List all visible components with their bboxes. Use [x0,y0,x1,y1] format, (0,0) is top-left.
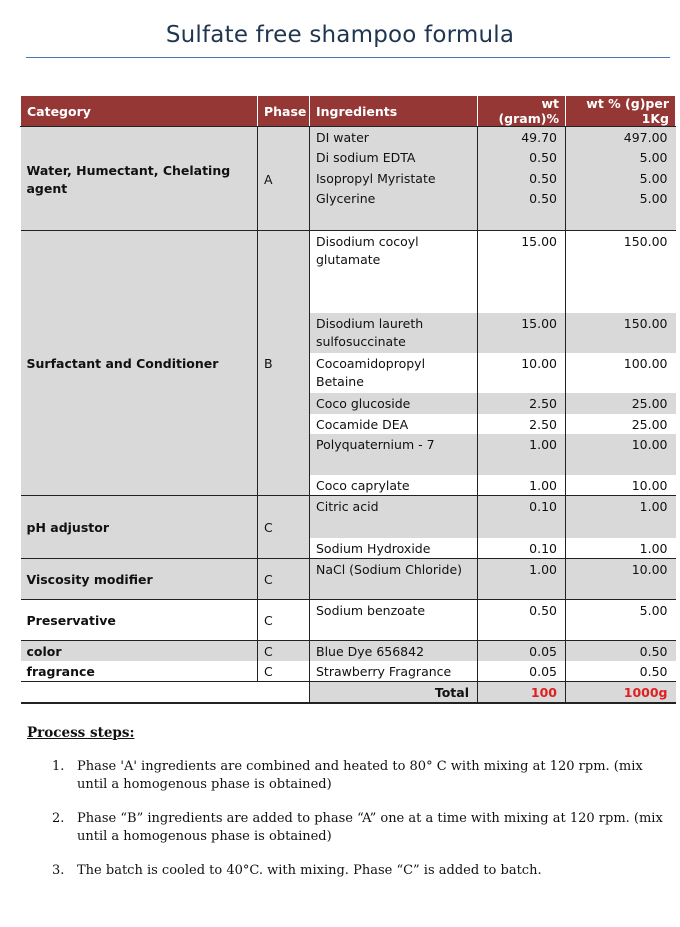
table-row [21,641,676,662]
per-kg-cell: 10.00 [566,475,676,496]
ingredient-cell: Cocamide DEA [310,414,478,435]
list-item [52,810,664,846]
per-kg-cell: 1.00 [566,538,676,559]
table-header-row [21,96,676,127]
ingredient-cell: Sodium Hydroxide [310,538,478,559]
step-number: 2. [52,811,65,826]
per-kg-cell: 25.00 [566,393,676,414]
ingredient-cell: Polyquaternium - 7 [310,434,478,455]
per-kg-cell: 150.00 [566,231,676,293]
wt-cell: 0.50 [478,168,566,189]
ingredient-cell: Di sodium EDTA [310,147,478,168]
phase-cell: C [258,641,310,662]
list-item [52,758,664,794]
process-steps-heading: Process steps: [27,725,135,741]
per-kg-cell: 5.00 [566,600,676,621]
ingredient-cell: Cocoamidopropyl Betaine [310,353,478,393]
step-text: Phase 'A' ingredients are combined and heated to 80° C with mixing at 120 rpm. (mix until a homogenous phase is obtained) [77,759,643,792]
per-kg-cell: 0.50 [566,641,676,662]
wt-cell: 1.00 [478,475,566,496]
phase-cell: C [258,559,310,600]
wt-cell: 15.00 [478,313,566,353]
total-wt: 100 [478,682,566,704]
category-cell: pH adjustor [21,496,258,559]
per-kg-cell: 5.00 [566,147,676,168]
ingredient-cell: Disodium laureth sulfosuccinate [310,313,478,353]
wt-cell: 0.05 [478,661,566,682]
phase-cell: C [258,661,310,682]
ingredient-cell: Coco caprylate [310,475,478,496]
table-row [21,600,676,621]
wt-cell: 0.10 [478,538,566,559]
category-cell: Viscosity modifier [21,559,258,600]
phase-cell: C [258,600,310,641]
step-number: 1. [52,759,65,774]
table-row [21,127,676,148]
phase-cell: A [258,127,310,231]
per-kg-cell: 1.00 [566,496,676,517]
ingredient-cell: Strawberry Fragrance [310,661,478,682]
per-kg-cell: 5.00 [566,168,676,189]
wt-cell: 0.10 [478,496,566,517]
per-kg-cell: 150.00 [566,313,676,353]
per-kg-cell: 0.50 [566,661,676,682]
table-row [21,661,676,682]
table-row [21,559,676,580]
formula-table [20,96,676,704]
total-row [21,682,676,704]
ingredient-cell: Citric acid [310,496,478,517]
wt-cell: 2.50 [478,393,566,414]
per-kg-cell: 10.00 [566,434,676,455]
category-cell: Water, Humectant, Chelating agent [21,127,258,231]
step-text: The batch is cooled to 40°C. with mixing. Phase “C” is added to batch. [77,863,542,878]
category-cell: color [21,641,258,662]
ingredient-cell: Isopropyl Myristate [310,168,478,189]
wt-cell: 15.00 [478,231,566,293]
table-row [21,496,676,517]
phase-cell: B [258,231,310,496]
ingredient-cell: DI water [310,127,478,148]
category-cell: fragrance [21,661,258,682]
total-per-kg: 1000g [566,682,676,704]
phase-cell: C [258,496,310,559]
header-phase: Phase [258,96,310,127]
wt-cell: 49.70 [478,127,566,148]
wt-cell: 1.00 [478,434,566,455]
wt-cell: 0.50 [478,147,566,168]
per-kg-cell: 25.00 [566,414,676,435]
ingredient-cell: Disodium cocoyl glutamate [310,231,478,293]
process-steps-list [52,758,664,896]
per-kg-cell: 5.00 [566,188,676,209]
per-kg-cell: 10.00 [566,559,676,580]
wt-cell: 0.50 [478,600,566,621]
ingredient-cell: Sodium benzoate [310,600,478,621]
wt-cell: 2.50 [478,414,566,435]
wt-cell: 0.05 [478,641,566,662]
category-cell: Surfactant and Conditioner [21,231,258,496]
ingredient-cell: Coco glucoside [310,393,478,414]
ingredient-cell: NaCl (Sodium Chloride) [310,559,478,580]
per-kg-cell: 100.00 [566,353,676,393]
header-category: Category [21,96,258,127]
document-title: Sulfate free shampoo formula [165,22,515,48]
header-ingredients: Ingredients [310,96,478,127]
ingredient-cell: Glycerine [310,188,478,209]
category-cell: Preservative [21,600,258,641]
header-wt-percent: wt (gram)% [478,96,566,127]
title-divider [26,57,670,58]
table-row [21,231,676,293]
list-item [52,862,664,880]
wt-cell: 10.00 [478,353,566,393]
step-number: 3. [52,863,65,878]
total-label: Total [310,682,478,704]
wt-cell: 0.50 [478,188,566,209]
step-text: Phase “B” ingredients are added to phase “A” one at a time with mixing at 120 rpm. (mix until a homogenous phase is obtained) [77,811,663,844]
ingredient-cell: Blue Dye 656842 [310,641,478,662]
per-kg-cell: 497.00 [566,127,676,148]
header-per-kg: wt % (g)per 1Kg [566,96,676,127]
wt-cell: 1.00 [478,559,566,580]
